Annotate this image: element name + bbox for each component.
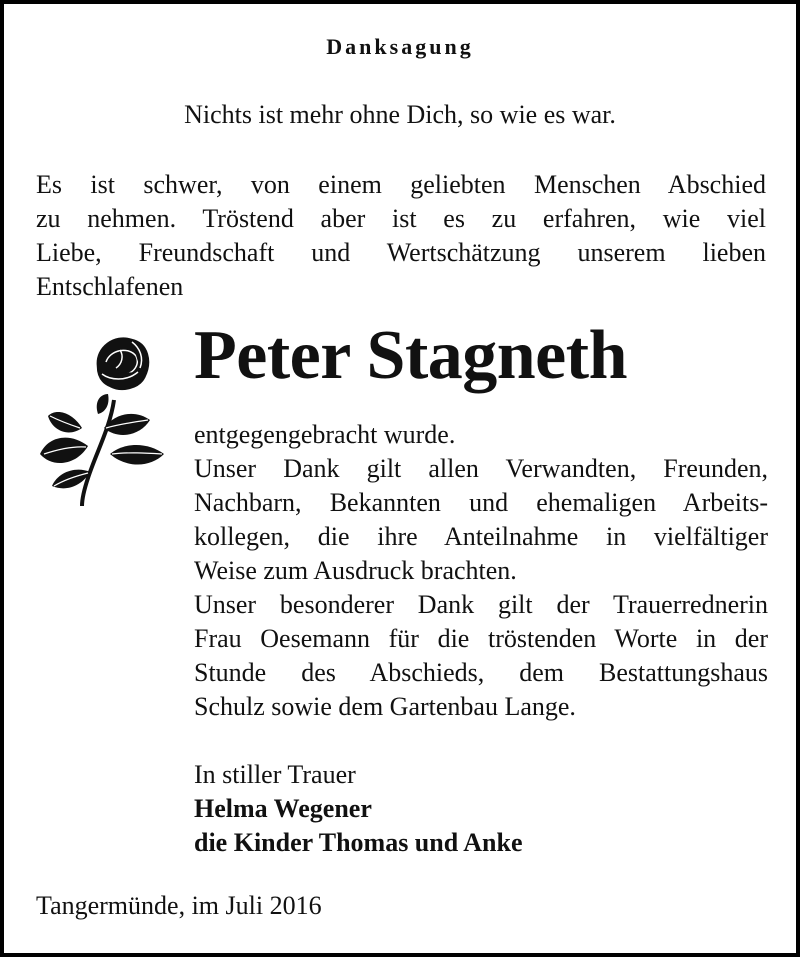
body-line: Frau Oesemann für die tröstenden Worte in der <box>194 624 768 653</box>
body-line: Stunde des Abschieds, dem Bestattungshaus <box>194 658 768 687</box>
deceased-name: Peter Stagneth <box>194 317 627 394</box>
body-line: Unser Dank gilt allen Verwandten, Freunden, <box>194 454 768 483</box>
body-line: Nachbarn, Bekannten und ehemaligen Arbeits- <box>194 488 768 517</box>
intro-line: zu nehmen. Tröstend aber ist es zu erfahren, wie viel <box>36 204 766 233</box>
motto: Nichts ist mehr ohne Dich, so wie es war. <box>184 100 616 129</box>
body-line: Unser besonderer Dank gilt der Trauerrednerin <box>194 590 768 619</box>
intro-text <box>36 168 766 304</box>
closing-line: In stiller Trauer <box>194 760 356 789</box>
place-date: Tangermünde, im Juli 2016 <box>36 891 322 920</box>
rose-icon <box>36 328 186 512</box>
body-line: entgegengebracht wurde. <box>194 420 456 449</box>
body-line: Weise zum Ausdruck brachten. <box>194 556 517 585</box>
heading: Danksagung <box>326 34 474 59</box>
obituary-notice <box>4 4 796 953</box>
body-line: Schulz sowie dem Gartenbau Lange. <box>194 692 576 721</box>
signatory: die Kinder Thomas und Anke <box>194 828 523 857</box>
body-line: kollegen, die ihre Anteilnahme in vielfältiger <box>194 522 768 551</box>
body-text <box>194 418 768 724</box>
intro-line: Entschlafenen <box>36 272 184 301</box>
intro-line: Liebe, Freundschaft und Wertschätzung unserem lieben <box>36 238 766 267</box>
intro-line: Es ist schwer, von einem geliebten Menschen Abschied <box>36 170 766 199</box>
closing-block <box>194 758 523 860</box>
signatory: Helma Wegener <box>194 794 372 823</box>
